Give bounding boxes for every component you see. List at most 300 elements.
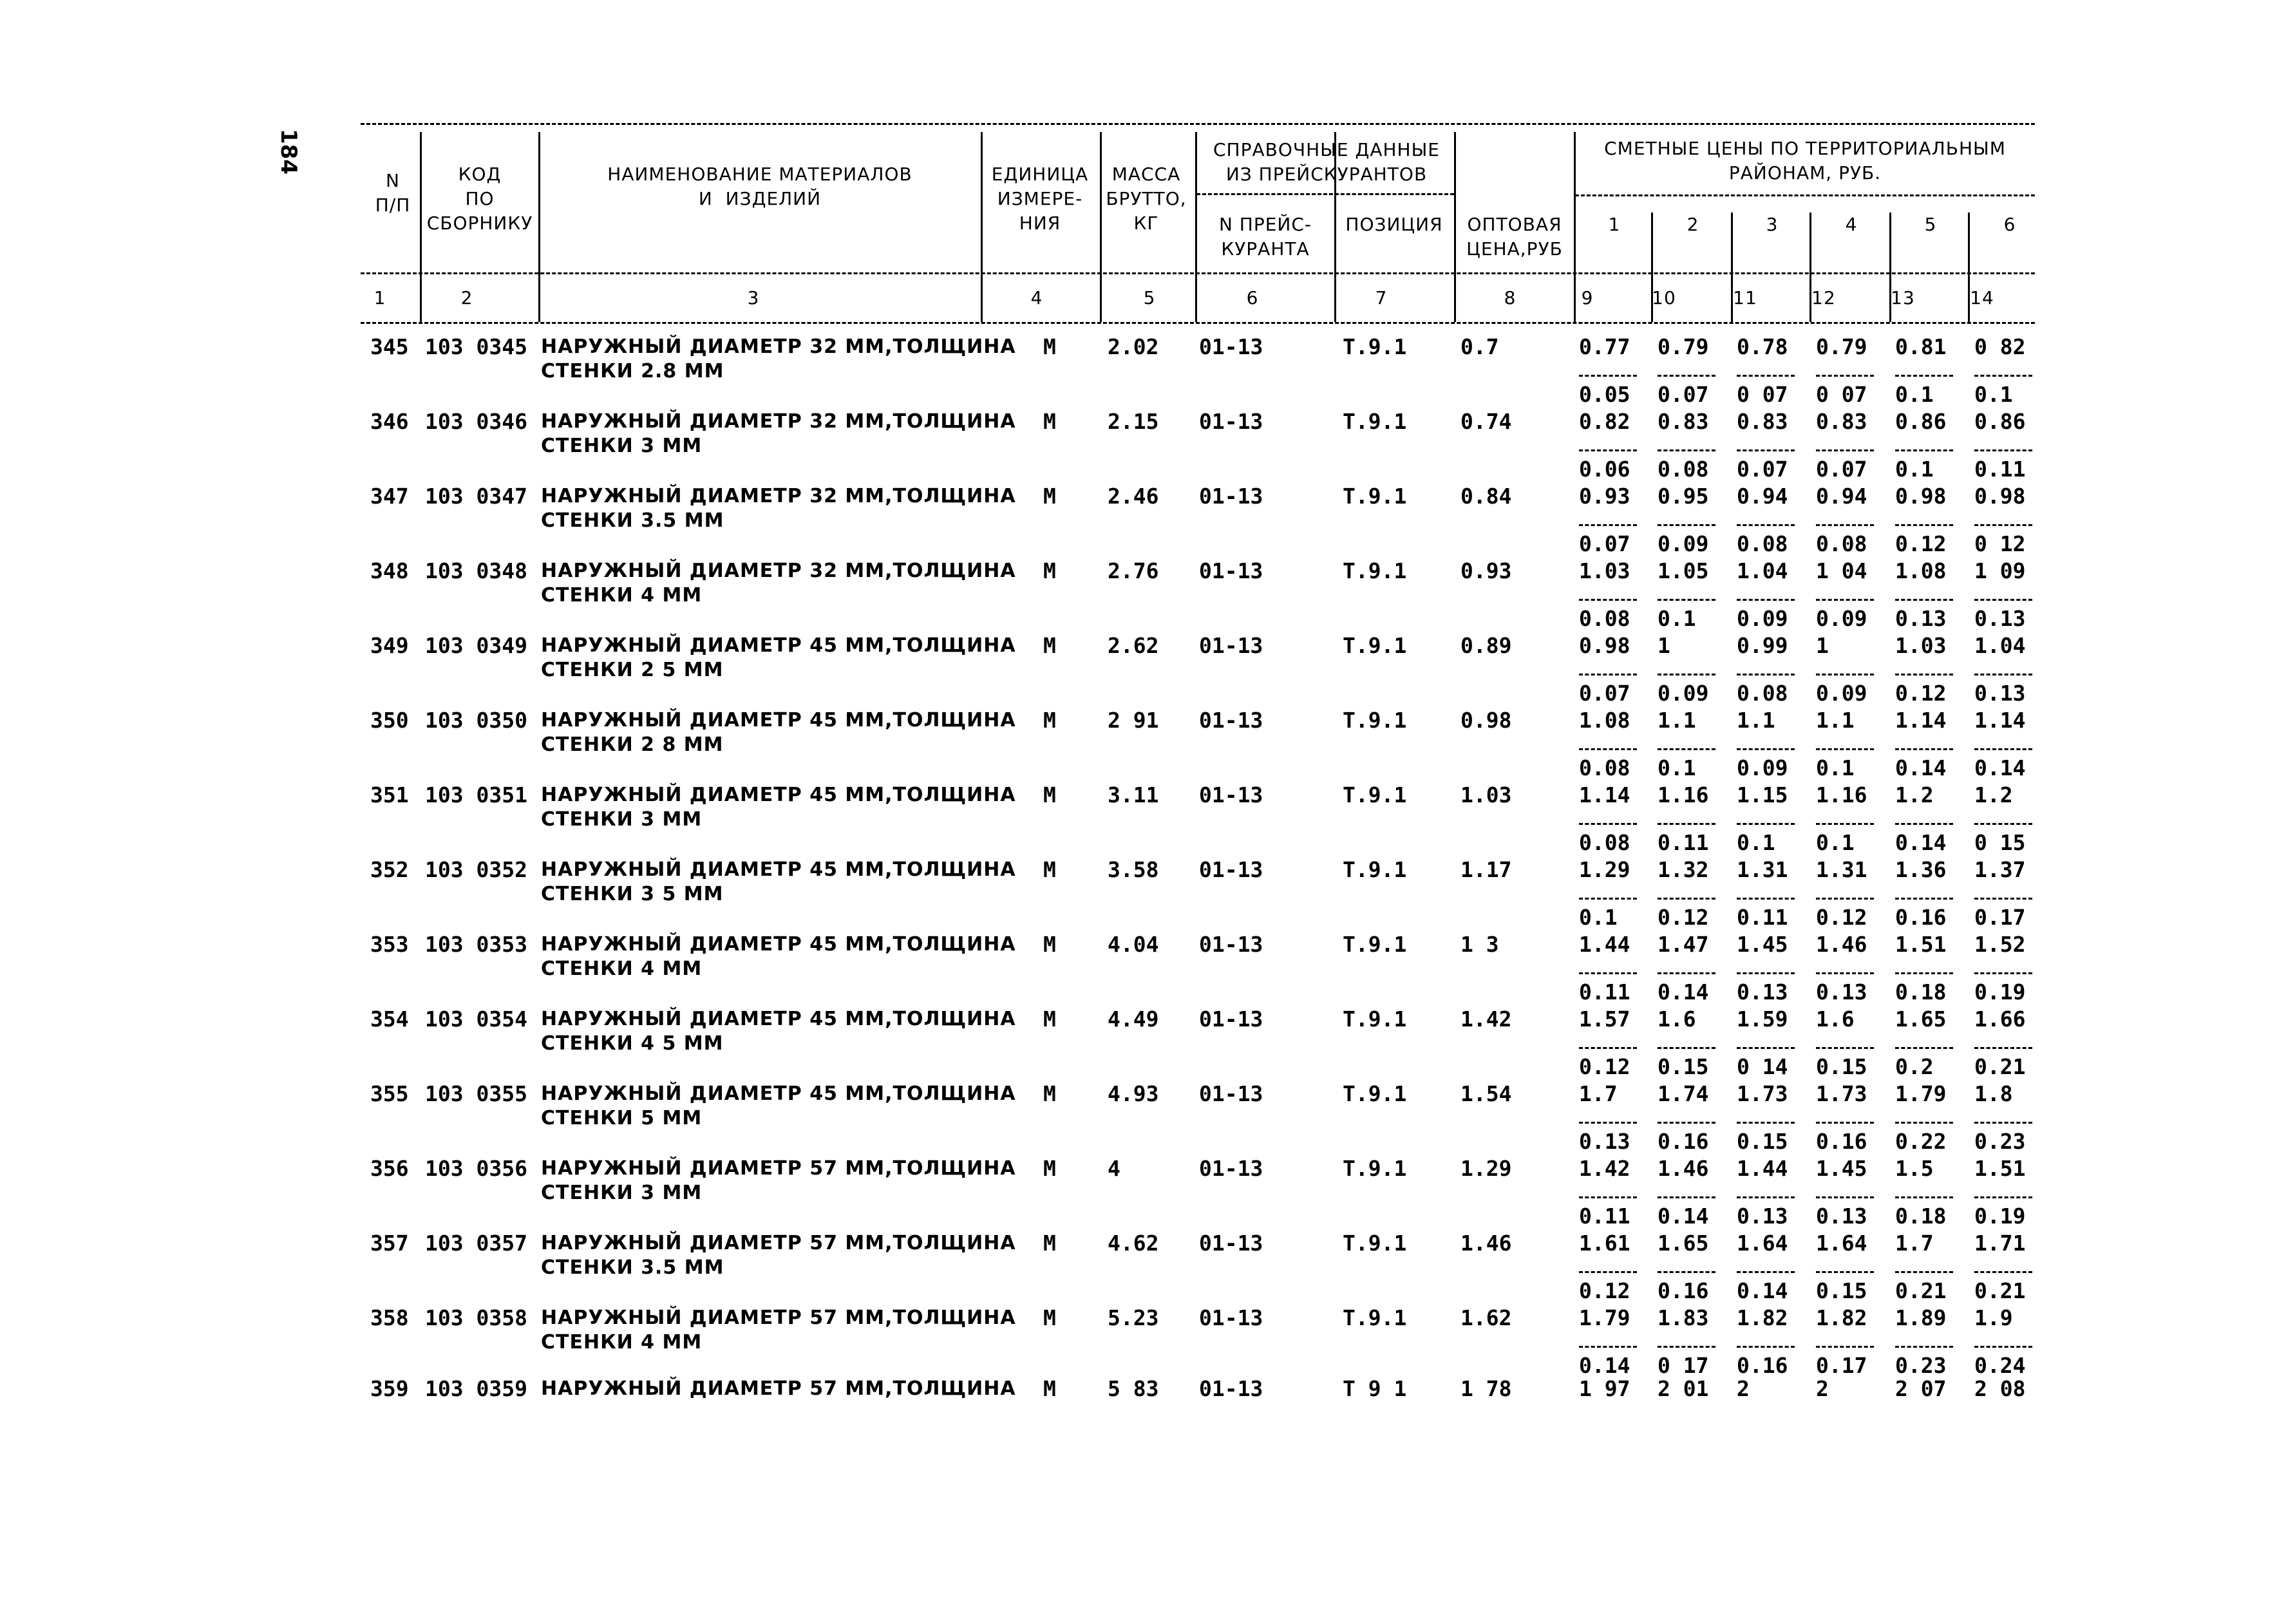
region-sub-price: 0.06 [1579,457,1630,482]
row-name: НАРУЖНЫЙ ДИАМЕТР 32 ММ,ТОЛЩИНА [541,335,1016,358]
row-code: 103 0352 [425,857,527,882]
fraction-rule [1579,1047,1637,1049]
row-code: 103 0350 [425,708,527,733]
region-price: 1.73 [1816,1081,1867,1106]
last-row-clipped [0,1370,2277,1401]
fraction-rule [1737,599,1795,601]
column-number: 8 [1504,287,1516,308]
region-price: 1.52 [1974,932,2026,957]
region-price: 1.03 [1579,558,1630,583]
region-sub-price: 0.16 [1737,1353,1788,1378]
row-code: 103 0349 [425,633,527,658]
fraction-rule [1974,1346,2032,1348]
row-name: НАРУЖНЫЙ ДИАМЕТР 45 ММ,ТОЛЩИНА [541,858,1016,881]
fraction-rule [1737,1346,1795,1348]
fraction-rule [1895,1271,1953,1273]
header-top-rule [361,123,2035,125]
region-sub-price: 0.09 [1737,755,1788,780]
region-sub-price: 0.07 [1579,531,1630,556]
region-sub-price: 0 14 [1737,1054,1788,1079]
row-position: Т.9.1 [1343,1006,1407,1032]
region-sub-price: 0.11 [1974,457,2026,482]
row-name: НАРУЖНЫЙ ДИАМЕТР 32 ММ,ТОЛЩИНА [541,410,1016,433]
row-number: 345 [370,334,409,359]
region-price: 1.45 [1737,932,1788,957]
row-mass: 2 91 [1108,708,1159,733]
region-sub-price: 0.13 [1974,681,2026,706]
region-sub-price: 0.11 [1579,1204,1630,1229]
region-price: 1.29 [1579,857,1630,882]
row-price-list: 01-13 [1199,857,1263,882]
last-row-code: 103 0359 [425,1376,527,1401]
region-sub-price: 0.1 [1658,606,1696,631]
row-number: 352 [370,857,409,882]
region-sub-price: 0.15 [1816,1054,1867,1079]
row-name-cont: СТЕНКИ 3 ММ [541,808,703,831]
fraction-rule [1974,524,2032,526]
row-mass: 5.23 [1108,1305,1159,1330]
row-mass: 4.93 [1108,1081,1159,1106]
row-mass: 4.49 [1108,1006,1159,1032]
fraction-rule [1579,1271,1637,1273]
region-price: 1.08 [1895,558,1947,583]
region-price: 0 82 [1974,334,2026,359]
region-price: 1.83 [1658,1305,1709,1330]
fraction-rule [1816,524,1874,526]
region-sub-price: 0.14 [1579,1353,1630,1378]
row-price-list: 01-13 [1199,484,1263,509]
row-number: 349 [370,633,409,658]
region-sub-price: 0.23 [1895,1353,1947,1378]
region-price: 1.74 [1658,1081,1709,1106]
region-price: 1.2 [1974,782,2013,807]
fraction-rule [1658,823,1715,825]
region-sub-price: 0.1 [1579,905,1618,930]
region-sub-price: 0.15 [1737,1129,1788,1154]
region-sub-price: 0.11 [1579,979,1630,1005]
fraction-rule [1579,1196,1637,1198]
region-price: 1.1 [1658,708,1696,733]
row-position: Т.9.1 [1343,1156,1407,1181]
column-number: 7 [1375,287,1388,308]
row-unit: М [1043,484,1056,509]
region-sub-price: 0.23 [1974,1129,2026,1154]
last-row-n: 359 [370,1376,409,1401]
column-number: 9 [1581,287,1594,308]
region-sub-price: 0.2 [1895,1054,1934,1079]
fraction-rule [1737,1047,1795,1049]
region-price: 1.15 [1737,782,1788,807]
region-sub-price: 0.13 [1737,979,1788,1005]
header-region: 4 [1845,214,1858,235]
region-price: 0.86 [1895,409,1947,434]
region-price: 1.42 [1579,1156,1630,1181]
row-unit: М [1043,558,1056,583]
region-price: 1.51 [1895,932,1947,957]
row-name: НАРУЖНЫЙ ДИАМЕТР 45 ММ,ТОЛЩИНА [541,709,1016,732]
region-sub-price: 0 12 [1974,531,2026,556]
fraction-rule [1974,972,2032,974]
row-unit: М [1043,1081,1056,1106]
region-price: 1.47 [1658,932,1709,957]
row-name-cont: СТЕНКИ 3 ММ [541,1182,703,1204]
row-wholesale: 0.84 [1460,484,1512,509]
row-name: НАРУЖНЫЙ ДИАМЕТР 45 ММ,ТОЛЩИНА [541,634,1016,657]
region-price: 0.79 [1816,334,1867,359]
row-position: Т.9.1 [1343,857,1407,882]
row-name: НАРУЖНЫЙ ДИАМЕТР 32 ММ,ТОЛЩИНА [541,485,1016,507]
row-name: НАРУЖНЫЙ ДИАМЕТР 45 ММ,ТОЛЩИНА [541,784,1016,806]
ref-group-rule [1196,193,1454,195]
row-number: 346 [370,409,409,434]
fraction-rule [1974,748,2032,750]
region-sub-price: 0.1 [1816,755,1855,780]
region-sub-price: 0.16 [1895,905,1947,930]
fraction-rule [1974,823,2032,825]
region-sub-price: 0.15 [1658,1054,1709,1079]
region-sub-price: 0.11 [1737,905,1788,930]
fraction-rule [1737,748,1795,750]
row-code: 103 0356 [425,1156,527,1181]
column-number: 14 [1970,287,1994,308]
header-regions-group: СМЕТНЫЕ ЦЕНЫ ПО ТЕРРИТОРИАЛЬНЫМ РАЙОНАМ, РУБ. [1604,138,2006,184]
region-price: 1 09 [1974,558,2026,583]
row-price-list: 01-13 [1199,1006,1263,1032]
row-code: 103 0345 [425,334,527,359]
region-price: 1.7 [1579,1081,1618,1106]
fraction-rule [1974,674,2032,675]
fraction-rule [1895,748,1953,750]
region-sub-price: 0.07 [1658,382,1709,407]
region-price: 0.99 [1737,633,1788,658]
header-region: 3 [1766,214,1779,235]
row-code: 103 0353 [425,932,527,957]
fraction-rule [1737,449,1795,451]
region-price: 1.1 [1737,708,1775,733]
region-sub-price: 0.19 [1974,1204,2026,1229]
region-price: 1.2 [1895,782,1934,807]
region-sub-price: 0.22 [1895,1129,1947,1154]
region-price: 1.31 [1816,857,1867,882]
region-price: 1.57 [1579,1006,1630,1032]
row-price-list: 01-13 [1199,782,1263,807]
region-price: 1.45 [1816,1156,1867,1181]
fraction-rule [1895,972,1953,974]
fraction-rule [1816,674,1874,675]
fraction-rule [1658,1047,1715,1049]
region-sub-price: 0.07 [1816,457,1867,482]
row-unit: М [1043,857,1056,882]
header-npp: N П/П [375,170,411,216]
region-price: 1.14 [1579,782,1630,807]
row-unit: М [1043,782,1056,807]
row-code: 103 0355 [425,1081,527,1106]
row-price-list: 01-13 [1199,633,1263,658]
region-price: 1.46 [1658,1156,1709,1181]
region-price: 1.03 [1895,633,1947,658]
region-price: 1.5 [1895,1156,1934,1181]
row-name-cont: СТЕНКИ 4 ММ [541,584,703,607]
region-price: 0.81 [1895,334,1947,359]
header-bottom-rule [361,322,2035,324]
row-unit: М [1043,409,1056,434]
region-price: 1.65 [1895,1006,1947,1032]
region-sub-price: 0.16 [1658,1278,1709,1303]
row-position: Т.9.1 [1343,633,1407,658]
fraction-rule [1579,748,1637,750]
region-sub-price: 0.09 [1658,531,1709,556]
region-sub-price: 0.21 [1974,1054,2026,1079]
region-price: 1.71 [1974,1231,2026,1256]
region-sub-price: 0.09 [1816,681,1867,706]
region-sub-price: 0 07 [1737,382,1788,407]
row-position: Т.9.1 [1343,558,1407,583]
column-number: 6 [1246,287,1259,308]
region-sub-price: 0.14 [1658,979,1709,1005]
header-region: 2 [1686,214,1699,235]
row-unit: М [1043,1006,1056,1032]
region-sub-price: 0.09 [1816,606,1867,631]
fraction-rule [1737,1196,1795,1198]
row-number: 358 [370,1305,409,1330]
region-price: 1.46 [1816,932,1867,957]
region-sub-price: 0.15 [1816,1278,1867,1303]
region-sub-price: 0.12 [1658,905,1709,930]
region-price: 1.05 [1658,558,1709,583]
row-number: 351 [370,782,409,807]
region-price: 1.79 [1579,1305,1630,1330]
regions-group-rule [1575,194,2035,196]
region-price: 1.6 [1658,1006,1696,1032]
region-sub-price: 0.08 [1658,457,1709,482]
region-price: 1.89 [1895,1305,1947,1330]
fraction-rule [1658,748,1715,750]
header-position: ПОЗИЦИЯ [1345,214,1443,235]
row-name: НАРУЖНЫЙ ДИАМЕТР 57 ММ,ТОЛЩИНА [541,1307,1016,1329]
region-price: 1.04 [1974,633,2026,658]
row-name: НАРУЖНЫЙ ДИАМЕТР 45 ММ,ТОЛЩИНА [541,1082,1016,1105]
region-sub-price: 0.21 [1974,1278,2026,1303]
row-mass: 3.11 [1108,782,1159,807]
region-sub-price: 0 15 [1974,830,2026,855]
row-wholesale: 0.7 [1460,334,1499,359]
region-price: 1.44 [1579,932,1630,957]
row-number: 350 [370,708,409,733]
region-price: 0.98 [1579,633,1630,658]
fraction-rule [1895,823,1953,825]
region-sub-price: 0.1 [1816,830,1855,855]
region-price: 1.04 [1737,558,1788,583]
last-row-price: 2 08 [1974,1376,2026,1401]
row-wholesale: 1.03 [1460,782,1512,807]
region-sub-price: 0.1 [1737,830,1775,855]
region-sub-price: 0.21 [1895,1278,1947,1303]
region-sub-price: 0.08 [1579,830,1630,855]
fraction-rule [1816,1122,1874,1124]
fraction-rule [1579,823,1637,825]
row-name-cont: СТЕНКИ 3 5 ММ [541,883,724,905]
region-price: 1.16 [1816,782,1867,807]
fraction-rule [1658,898,1715,900]
region-price: 0.83 [1816,409,1867,434]
region-sub-price: 0.13 [1737,1204,1788,1229]
row-wholesale: 1.17 [1460,857,1512,882]
column-number: 4 [1030,287,1043,308]
fraction-rule [1974,449,2032,451]
region-sub-price: 0.13 [1974,606,2026,631]
header-code: КОД ПО СБОРНИКУ [426,164,533,234]
region-sub-price: 0.07 [1737,457,1788,482]
row-position: Т.9.1 [1343,708,1407,733]
region-price: 1.6 [1816,1006,1855,1032]
row-price-list: 01-13 [1199,1305,1263,1330]
region-sub-price: 0.13 [1895,606,1947,631]
region-price: 1.44 [1737,1156,1788,1181]
fraction-rule [1895,674,1953,675]
fraction-rule [1816,898,1874,900]
region-price: 1.31 [1737,857,1788,882]
row-name-cont: СТЕНКИ 2 8 ММ [541,733,724,756]
row-mass: 4 [1108,1156,1120,1181]
row-mass: 3.58 [1108,857,1159,882]
last-row-unit: М [1043,1376,1056,1401]
row-name-cont: СТЕНКИ 2.8 ММ [541,360,724,382]
header-name: НАИМЕНОВАНИЕ МАТЕРИАЛОВ И ИЗДЕЛИЙ [607,164,912,209]
fraction-rule [1658,674,1715,675]
region-price: 1 04 [1816,558,1867,583]
region-price: 1.82 [1816,1305,1867,1330]
region-price: 1.7 [1895,1231,1934,1256]
region-sub-price: 0.08 [1579,606,1630,631]
row-position: Т.9.1 [1343,484,1407,509]
row-mass: 2.46 [1108,484,1159,509]
header-wholesale: ОПТОВАЯ ЦЕНА,РУБ [1466,214,1563,260]
region-price: 1.51 [1974,1156,2026,1181]
header-mid-rule [361,272,2035,274]
fraction-rule [1658,1122,1715,1124]
row-position: Т.9.1 [1343,932,1407,957]
region-sub-price: 0.17 [1974,905,2026,930]
region-price: 1.32 [1658,857,1709,882]
region-price: 1.59 [1737,1006,1788,1032]
fraction-rule [1895,1196,1953,1198]
region-sub-price: 0.16 [1816,1129,1867,1154]
column-number: 5 [1143,287,1156,308]
region-price: 0.93 [1579,484,1630,509]
last-row-price: 2 07 [1895,1376,1947,1401]
fraction-rule [1737,823,1795,825]
region-price: 1.16 [1658,782,1709,807]
fraction-rule [1895,1346,1953,1348]
fraction-rule [1579,375,1637,377]
last-row-mass: 5 83 [1108,1376,1159,1401]
fraction-rule [1658,1271,1715,1273]
fraction-rule [1658,972,1715,974]
last-row-position: Т 9 1 [1343,1376,1407,1401]
row-unit: М [1043,1305,1056,1330]
last-row-wholesale: 1 78 [1460,1376,1512,1401]
region-price: 0.94 [1737,484,1788,509]
last-row-price: 2 [1816,1376,1829,1401]
region-sub-price: 0.18 [1895,1204,1947,1229]
fraction-rule [1579,972,1637,974]
region-sub-price: 0.11 [1658,830,1709,855]
row-unit: М [1043,1156,1056,1181]
last-row-price-list: 01-13 [1199,1376,1263,1401]
region-sub-price: 0.16 [1658,1129,1709,1154]
row-price-list: 01-13 [1199,1231,1263,1256]
region-sub-price: 0.13 [1816,979,1867,1005]
column-separator [538,132,540,322]
row-number: 355 [370,1081,409,1106]
row-wholesale: 0.74 [1460,409,1512,434]
fraction-rule [1816,1047,1874,1049]
fraction-rule [1895,449,1953,451]
row-name-cont: СТЕНКИ 4 ММ [541,958,703,980]
column-number: 2 [460,287,473,308]
last-row-name: НАРУЖНЫЙ ДИАМЕТР 57 ММ,ТОЛЩИНА [541,1377,1016,1400]
row-name-cont: СТЕНКИ 5 ММ [541,1107,703,1129]
region-sub-price: 0.08 [1579,755,1630,780]
column-number: 10 [1652,287,1676,308]
region-sub-price: 0.1 [1895,457,1934,482]
fraction-rule [1816,375,1874,377]
fraction-rule [1737,972,1795,974]
region-price: 1.1 [1816,708,1855,733]
row-price-list: 01-13 [1199,932,1263,957]
row-name-cont: СТЕНКИ 4 ММ [541,1331,703,1354]
region-price: 0.86 [1974,409,2026,434]
header-price-list: N ПРЕЙС- КУРАНТА [1218,214,1312,260]
column-separator [1195,132,1197,322]
region-price: 0.98 [1974,484,2026,509]
fraction-rule [1737,524,1795,526]
region-sub-price: 0.07 [1579,681,1630,706]
region-sub-price: 0 07 [1816,382,1867,407]
region-price: 1 [1816,633,1829,658]
column-number: 13 [1891,287,1915,308]
fraction-rule [1579,1346,1637,1348]
fraction-rule [1737,898,1795,900]
row-wholesale: 0.89 [1460,633,1512,658]
fraction-rule [1658,1346,1715,1348]
header-ref-group: СПРАВОЧНЫЕ ДАННЫЕ ИЗ ПРЕЙСКУРАНТОВ [1213,139,1440,185]
fraction-rule [1816,1271,1874,1273]
fraction-rule [1974,1271,2032,1273]
row-name-cont: СТЕНКИ 3.5 ММ [541,1256,724,1279]
row-mass: 2.62 [1108,633,1159,658]
region-price: 1.79 [1895,1081,1947,1106]
row-number: 357 [370,1231,409,1256]
row-code: 103 0347 [425,484,527,509]
region-sub-price: 0.12 [1579,1278,1630,1303]
row-price-list: 01-13 [1199,1156,1263,1181]
region-price: 0.83 [1658,409,1709,434]
row-position: Т.9.1 [1343,334,1407,359]
region-price: 0.78 [1737,334,1788,359]
row-wholesale: 0.93 [1460,558,1512,583]
fraction-rule [1895,524,1953,526]
region-price: 0.77 [1579,334,1630,359]
fraction-rule [1895,1047,1953,1049]
region-sub-price: 0.08 [1737,681,1788,706]
fraction-rule [1816,972,1874,974]
region-sub-price: 0.12 [1895,531,1947,556]
region-sub-price: 0.12 [1579,1054,1630,1079]
fraction-rule [1579,898,1637,900]
row-price-list: 01-13 [1199,409,1263,434]
fraction-rule [1737,1122,1795,1124]
